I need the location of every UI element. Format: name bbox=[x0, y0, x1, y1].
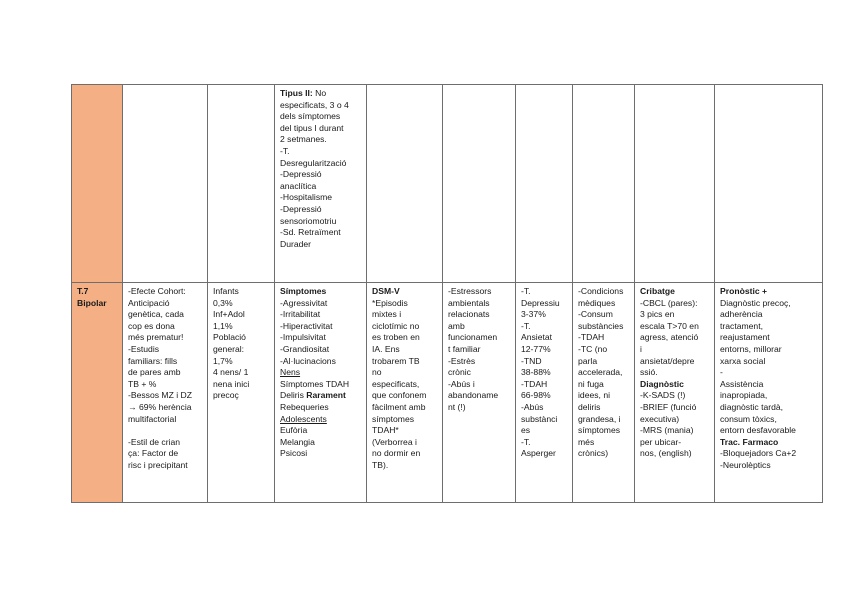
cell-line: 3 pics en bbox=[640, 309, 675, 320]
cell-line: del tipus I durant bbox=[280, 122, 344, 133]
cell-line: Població bbox=[213, 332, 246, 343]
cell-line: tractament, bbox=[720, 320, 763, 331]
cell-line: -Estressors bbox=[448, 286, 492, 296]
cell-line: Psicosi bbox=[280, 448, 308, 459]
table-row-continuation bbox=[72, 85, 823, 283]
cell-line: nt (!) bbox=[448, 401, 466, 412]
cell-line: xarxa social bbox=[720, 355, 766, 366]
cell-line: Rebequeries bbox=[280, 401, 329, 412]
cell-line: entorns, millorar bbox=[720, 343, 782, 354]
cell-line: que confonem bbox=[372, 390, 427, 401]
cell-line: multifactorial bbox=[128, 413, 177, 424]
cell-line: nos, (english) bbox=[640, 448, 692, 459]
cell-line: grandesa, i bbox=[578, 413, 621, 424]
cell-line: → 69% herència bbox=[128, 401, 192, 412]
cell-line: -Sd. Retraïment bbox=[280, 227, 341, 238]
cell-line: de pares amb bbox=[128, 367, 181, 378]
cell-line: t familiar bbox=[448, 343, 481, 354]
cell-line: Bipolar bbox=[77, 297, 107, 308]
cell-line bbox=[128, 425, 203, 437]
cell-line: Durader bbox=[280, 238, 312, 249]
cell-line: -TDAH bbox=[521, 378, 548, 389]
cell-line: -T. bbox=[521, 286, 531, 296]
cell-dsm bbox=[367, 283, 443, 503]
cell-line: Infants bbox=[213, 286, 239, 296]
clinical-summary-table bbox=[71, 84, 823, 503]
cell-line: Eufòria bbox=[280, 425, 308, 436]
cell-line: ansietat/depre bbox=[640, 355, 695, 366]
cell-line: abandoname bbox=[448, 390, 499, 401]
cell-line: consum tòxics, bbox=[720, 413, 777, 424]
cell-assessment bbox=[635, 283, 715, 503]
bold-label: Pronòstic + bbox=[720, 286, 768, 296]
cell-line: Símptomes TDAH bbox=[280, 378, 350, 389]
cell-line: -Bloquejadors Ca+2 bbox=[720, 448, 797, 459]
cell-line: -TND bbox=[521, 355, 542, 366]
cell-line: -TDAH bbox=[578, 332, 605, 343]
cell-line bbox=[280, 286, 362, 298]
cell-r1-c6 bbox=[516, 85, 573, 283]
cell-line: -TC (no bbox=[578, 343, 608, 354]
cell-line: -Impulsivitat bbox=[280, 332, 326, 343]
cell-r1-c5 bbox=[443, 85, 516, 283]
cell-line: Ansietat bbox=[521, 332, 553, 343]
cell-line: trobarem TB bbox=[372, 355, 420, 366]
cell-line: 2 setmanes. bbox=[280, 134, 327, 145]
cell-line: TB + % bbox=[128, 378, 157, 389]
cell-line bbox=[640, 286, 710, 298]
cell-line: TB). bbox=[372, 459, 389, 470]
cell-line: -T. bbox=[521, 320, 531, 331]
cell-line: i bbox=[640, 343, 642, 354]
cell-line: T.7 bbox=[77, 286, 89, 296]
cell-line: -Abús bbox=[521, 401, 544, 412]
cell-line: adherència bbox=[720, 309, 763, 320]
cell-line: ça: Factor de bbox=[128, 448, 179, 459]
cell-line: 1,1% bbox=[213, 320, 233, 331]
underlined-label: Adolescents bbox=[280, 413, 327, 424]
cell-line: funcionamen bbox=[448, 332, 498, 343]
cell-line: crònics) bbox=[578, 448, 609, 459]
cell-line: símptomes bbox=[372, 413, 415, 424]
cell-line: sensoriomotriu bbox=[280, 215, 337, 226]
cell-line: 66-98% bbox=[521, 390, 551, 401]
cell-r1-c3 bbox=[275, 85, 367, 283]
cell-line: no dormir en bbox=[372, 448, 421, 459]
cell-line: general: bbox=[213, 343, 245, 354]
cell-r1-c1 bbox=[123, 85, 208, 283]
cell-line: TDAH* bbox=[372, 425, 399, 436]
cell-line: risc i precipitant bbox=[128, 459, 188, 470]
cell-line: -Al·lucinacions bbox=[280, 355, 336, 366]
cell-line: especificats, 3 o 4 bbox=[280, 99, 349, 110]
cell-line: Diagnòstic precoç, bbox=[720, 297, 791, 308]
cell-line: ssió. bbox=[640, 367, 658, 378]
cell-r1-c2 bbox=[208, 85, 275, 283]
text-segment: No bbox=[312, 88, 327, 98]
cell-line: IA. Ens bbox=[372, 343, 400, 354]
row-header-cell-bipolar bbox=[72, 283, 123, 503]
cell-line: -K-SADS (!) bbox=[640, 390, 686, 401]
cell-line: -Hospitalisme bbox=[280, 192, 333, 203]
cell-line: *Episodis bbox=[372, 297, 408, 308]
cell-line: més prematur! bbox=[128, 332, 184, 343]
cell-prevalence bbox=[208, 283, 275, 503]
cell-line: Inf+Adol bbox=[213, 309, 245, 320]
cell-line: escala T>70 en bbox=[640, 320, 699, 331]
cell-line: substàncies bbox=[578, 320, 624, 331]
text-segment: Deliris bbox=[280, 390, 307, 401]
cell-line bbox=[720, 437, 818, 449]
cell-line: Asperger bbox=[521, 448, 556, 459]
cell-line: amb bbox=[448, 320, 465, 331]
bold-label: Trac. Farmaco bbox=[720, 436, 779, 447]
cell-line: cop es dona bbox=[128, 320, 175, 331]
cell-line: 1,7% bbox=[213, 355, 233, 366]
cell-line: Depressiu bbox=[521, 297, 560, 308]
bold-label: Cribatge bbox=[640, 286, 675, 296]
cell-line: es troben en bbox=[372, 332, 420, 343]
underlined-label: Nens bbox=[280, 367, 301, 378]
cell-line: -Grandiositat bbox=[280, 343, 330, 354]
cell-line bbox=[280, 88, 362, 100]
cell-line: -BRIEF (funció bbox=[640, 401, 697, 412]
cell-line: idees, ni bbox=[578, 390, 611, 401]
cell-line bbox=[280, 390, 362, 402]
cell-stressors bbox=[443, 283, 516, 503]
cell-line: substànci bbox=[521, 413, 558, 424]
cell-line: Melangia bbox=[280, 436, 315, 447]
cell-line bbox=[640, 379, 710, 391]
cell-differential bbox=[573, 283, 635, 503]
cell-line: Desregularització bbox=[280, 157, 347, 168]
cell-r1-c8 bbox=[635, 85, 715, 283]
cell-line: anaclítica bbox=[280, 180, 317, 191]
cell-line: parla bbox=[578, 355, 598, 366]
cell-line: ambientals bbox=[448, 297, 490, 308]
cell-line: deliris bbox=[578, 401, 601, 412]
cell-line bbox=[280, 367, 362, 379]
cell-line: -Bessos MZ i DZ bbox=[128, 390, 192, 401]
cell-line: -Efecte Cohort: bbox=[128, 286, 186, 296]
cell-line bbox=[280, 414, 362, 426]
cell-line: ciclotímic no bbox=[372, 320, 420, 331]
cell-line: 12-77% bbox=[521, 343, 551, 354]
cell-line: -T. bbox=[280, 145, 290, 156]
cell-line bbox=[720, 286, 818, 298]
cell-line: -Estil de crian bbox=[128, 436, 181, 447]
cell-line: Assistència bbox=[720, 378, 764, 389]
cell-line: -T. bbox=[521, 436, 531, 447]
cell-line: reajustament bbox=[720, 332, 770, 343]
cell-line: -Hiperactivitat bbox=[280, 320, 333, 331]
cell-line: mèdiques bbox=[578, 297, 616, 308]
cell-line: familiars: fills bbox=[128, 355, 178, 366]
bold-label: Tipus II: bbox=[280, 88, 313, 98]
cell-line: (Verborrea i bbox=[372, 436, 417, 447]
cell-line: relacionats bbox=[448, 309, 490, 320]
cell-line: genètica, cada bbox=[128, 309, 184, 320]
cell-prognosis-treatment bbox=[715, 283, 823, 503]
cell-line: símptomes bbox=[578, 425, 621, 436]
cell-line: -MRS (mania) bbox=[640, 425, 694, 436]
cell-line: 38-88% bbox=[521, 367, 551, 378]
cell-line: inapropiada, bbox=[720, 390, 768, 401]
cell-comorbidity bbox=[516, 283, 573, 503]
cell-line: -Agressivitat bbox=[280, 297, 328, 308]
cell-line bbox=[372, 286, 438, 298]
cell-symptoms bbox=[275, 283, 367, 503]
cell-line: -Estrès bbox=[448, 355, 476, 366]
cell-line: -Estudis bbox=[128, 343, 160, 354]
cell-r1-c7 bbox=[573, 85, 635, 283]
cell-line: per ubicar- bbox=[640, 436, 682, 447]
cell-line: es bbox=[521, 425, 531, 436]
cell-line: no bbox=[372, 367, 382, 378]
cell-line: nena inici bbox=[213, 378, 250, 389]
cell-line: diagnòstic tardà, bbox=[720, 401, 784, 412]
cell-line: més bbox=[578, 436, 595, 447]
cell-line: - bbox=[720, 367, 723, 378]
cell-line: dels símptomes bbox=[280, 111, 341, 122]
cell-line: fàcilment amb bbox=[372, 401, 426, 412]
bold-label: Diagnòstic bbox=[640, 378, 684, 389]
cell-line: -Depressió bbox=[280, 169, 322, 180]
cell-line: accelerada, bbox=[578, 367, 623, 378]
cell-line: agress, atenció bbox=[640, 332, 699, 343]
cell-line: -Irritabilitat bbox=[280, 309, 321, 320]
cell-line: -CBCL (pares): bbox=[640, 297, 698, 308]
bold-label: DSM-V bbox=[372, 286, 400, 296]
cell-line: 0,3% bbox=[213, 297, 233, 308]
cell-line: Anticipació bbox=[128, 297, 170, 308]
cell-line: -Abús i bbox=[448, 378, 475, 389]
cell-etiology bbox=[123, 283, 208, 503]
cell-line: precoç bbox=[213, 390, 239, 401]
bold-label: Símptomes bbox=[280, 286, 327, 296]
cell-line: crònic bbox=[448, 367, 471, 378]
cell-line: 3-37% bbox=[521, 309, 546, 320]
cell-line: especificats, bbox=[372, 378, 420, 389]
cell-r1-c4 bbox=[367, 85, 443, 283]
cell-line: ni fuga bbox=[578, 378, 604, 389]
cell-line: -Consum bbox=[578, 309, 613, 320]
cell-line: -Neurolèptics bbox=[720, 459, 771, 470]
cell-line: 4 nens/ 1 bbox=[213, 367, 249, 378]
table-row-bipolar bbox=[72, 283, 823, 503]
cell-r1-c9 bbox=[715, 85, 823, 283]
cell-line: executiva) bbox=[640, 413, 680, 424]
row-header-cell-empty bbox=[72, 85, 123, 283]
cell-line: -Condicions bbox=[578, 286, 624, 296]
bold-label: Rarament bbox=[306, 390, 346, 401]
cell-line: mixtes i bbox=[372, 309, 402, 320]
cell-line: -Depressió bbox=[280, 203, 322, 214]
cell-line: entorn desfavorable bbox=[720, 425, 796, 436]
